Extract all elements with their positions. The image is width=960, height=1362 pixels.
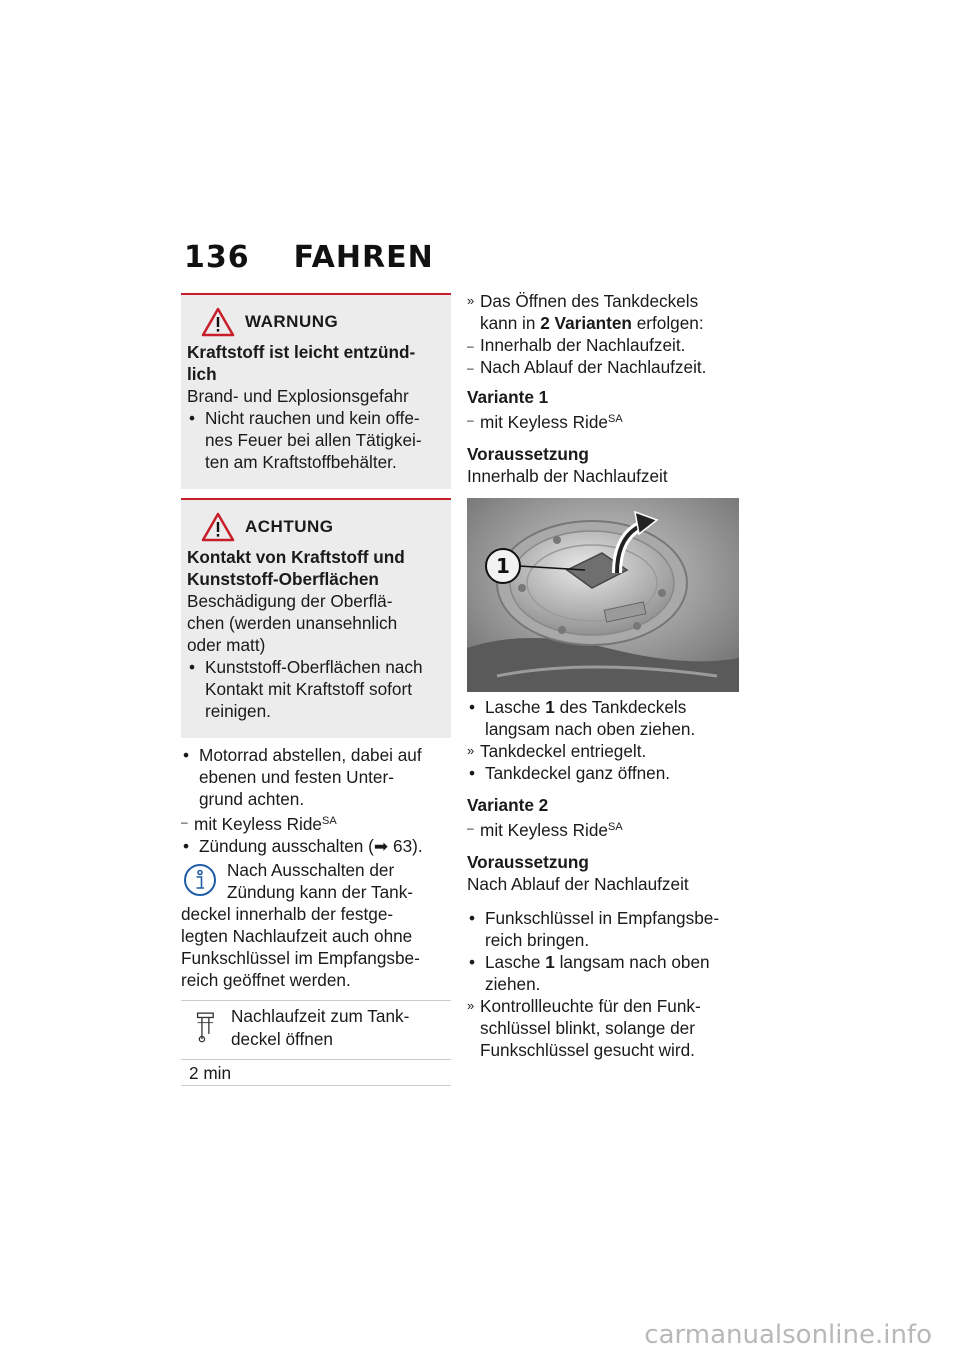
caution-headline-2: Kunststoff-Oberflächen (187, 569, 379, 589)
variant-1-condition: – mit Keyless Ride$^{SA}$ (467, 408, 739, 433)
caution-bullet-cont-1: Kontakt mit Kraftstoff sofort (205, 679, 412, 699)
caution-headline-1: Kontakt von Kraftstoff und (187, 547, 405, 567)
variant-2-prereq-title: Voraussetzung (467, 852, 589, 872)
step-pull-tab-2: • Lasche 1 langsam nach oben (467, 951, 739, 973)
page-header (184, 240, 434, 280)
page-number: 136 (184, 240, 250, 275)
right-column (467, 290, 739, 487)
caution-label: ACHTUNG (245, 517, 334, 536)
step-key-in-range: • Funkschlüssel in Empfangsbe- (467, 907, 739, 929)
warning-label: WARNUNG (245, 312, 339, 331)
result-indicator-cont-1: schlüssel blinkt, solange der (480, 1018, 695, 1038)
info-note (181, 859, 451, 991)
right-column-lower (467, 696, 739, 1061)
note-line-3: deckel innerhalb der festge- (181, 904, 394, 924)
option-within: – Innerhalb der Nachlaufzeit. (467, 334, 739, 356)
page-reference[interactable]: ➡ 63). (373, 836, 423, 856)
result-two-variants-cont: kann in 2 Varianten erfolgen: (480, 313, 704, 333)
note-line-2: Zündung kann der Tank- (227, 882, 414, 902)
variant-1-prereq-title: Voraussetzung (467, 444, 589, 464)
note-line-4: legten Nachlaufzeit auch ohne (181, 926, 413, 946)
warning-headline-2: lich (187, 364, 217, 384)
warning-box (181, 293, 451, 489)
warning-triangle-icon (201, 307, 235, 337)
note-line-6: reich geöffnet werden. (181, 970, 351, 990)
step-park-cont-2: grund achten. (199, 789, 305, 809)
spec-label-1: Nachlaufzeit zum Tank- (231, 1006, 410, 1026)
fuel-cap-illustration (467, 498, 739, 692)
result-indicator-cont-2: Funkschlüssel gesucht wird. (480, 1040, 695, 1060)
spec-label-2: deckel öffnen (231, 1029, 333, 1049)
caution-triangle-icon (201, 512, 235, 542)
option-after: – Nach Ablauf der Nachlaufzeit. (467, 356, 739, 378)
warning-text: Brand- und Explosionsgefahr (187, 386, 409, 406)
condition-keyless: – mit Keyless Ride$^{SA}$ (181, 810, 451, 835)
variant-2-condition: – mit Keyless Ride$^{SA}$ (467, 816, 739, 841)
step-park: • Motorrad abstellen, dabei auf (181, 744, 451, 766)
variant-2-prereq: Nach Ablauf der Nachlaufzeit (467, 874, 689, 894)
caution-bullet-cont-2: reinigen. (205, 701, 271, 721)
note-line-5: Funkschlüssel im Empfangsbe- (181, 948, 420, 968)
result-indicator: » Kontrollleuchte für den Funk- (467, 995, 739, 1017)
step-pull-tab: • Lasche 1 des Tankdeckels (467, 696, 739, 718)
caution-bullet: • Kunststoff-Oberflächen nach (187, 656, 441, 678)
caution-box (181, 498, 451, 738)
left-steps (181, 744, 451, 991)
step-park-cont-1: ebenen und festen Unter- (199, 767, 394, 787)
chapter-title: FAHREN (293, 240, 434, 275)
variant-2-title: Variante 2 (467, 795, 549, 815)
step-pull-tab-cont: langsam nach oben ziehen. (485, 719, 696, 739)
variant-1-prereq: Innerhalb der Nachlaufzeit (467, 466, 668, 486)
caution-text-3: oder matt) (187, 635, 266, 655)
step-open-fully: • Tankdeckel ganz öffnen. (467, 762, 739, 784)
spec-value: 2 min (189, 1063, 232, 1083)
warning-bullet-cont-1: nes Feuer bei allen Tätigkei- (205, 430, 422, 450)
step-ignition-off: • Zündung ausschalten (➡ 63). (181, 835, 451, 857)
spec-label-row (181, 1001, 451, 1060)
callout-1-label: 1 (496, 554, 510, 578)
warning-headline-1: Kraftstoff ist leicht entzünd- (187, 342, 416, 362)
info-icon (183, 863, 217, 897)
step-pull-tab-2-cont: ziehen. (485, 974, 541, 994)
spec-wrench-icon (195, 1009, 221, 1045)
spec-table (181, 1000, 451, 1086)
caution-text-1: Beschädigung der Oberflä- (187, 591, 393, 611)
warning-bullet: • Nicht rauchen und kein offe- (187, 407, 441, 429)
variant-1-title: Variante 1 (467, 387, 549, 407)
warning-header (201, 307, 441, 337)
result-two-variants: » Das Öffnen des Tankdeckels (467, 290, 739, 312)
caution-text-2: chen (werden unansehnlich (187, 613, 398, 633)
result-unlocked: » Tankdeckel entriegelt. (467, 740, 739, 762)
step-key-in-range-cont: reich bringen. (485, 930, 590, 950)
watermark: carmanualsonline.info (644, 1320, 932, 1350)
warning-bullet-cont-2: ten am Kraftstoffbehälter. (205, 452, 397, 472)
caution-header (201, 512, 441, 542)
note-line-1: Nach Ausschalten der (227, 860, 395, 880)
